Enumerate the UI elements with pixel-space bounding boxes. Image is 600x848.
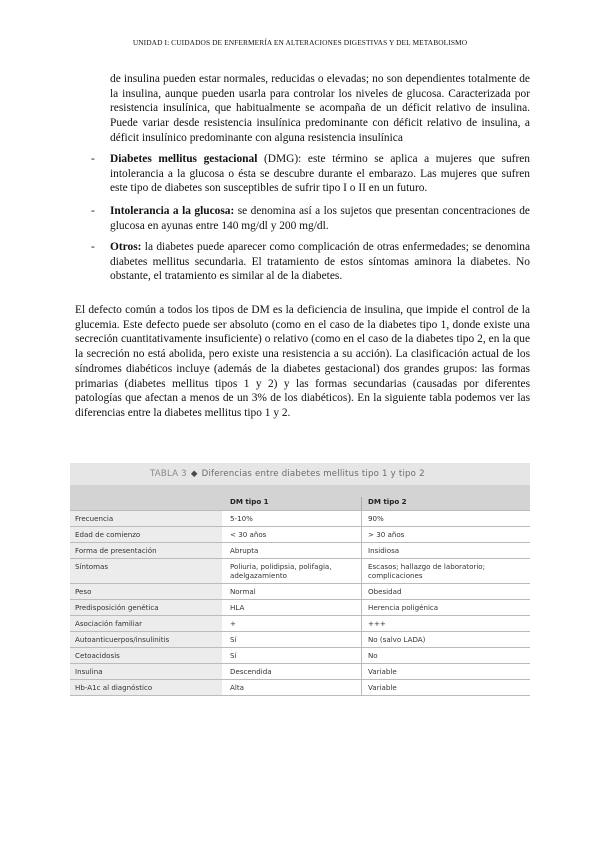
dm2-value: > 30 años — [368, 530, 405, 539]
row-label: Peso — [70, 584, 222, 599]
bullet-term: Intolerancia a la glucosa: — [110, 205, 235, 217]
header-dm2: DM tipo 2 — [368, 497, 407, 506]
diamond-icon: ◆ — [190, 469, 198, 479]
table-row — [70, 558, 530, 583]
bullet-text: se denomina así a los sujetos que presentan concentraciones de glucosa en ayunas entre 140 mg/dl y 200 mg/dl. — [110, 205, 530, 232]
row-label: Autoanticuerpos/insulinitis — [70, 632, 222, 647]
bullet-dash: - — [91, 205, 95, 217]
dm1-value: Descendida — [222, 664, 362, 679]
row-label: Asociación familiar — [70, 616, 222, 631]
bullet-text: la diabetes puede aparecer como complicación de otras enfermedades; se denomina diabetes mellitus secundaria. El tratamiento de estos síntomas aminora la diabetes. No obstante, el tratamiento es similar al de la diabetes. — [110, 241, 530, 283]
table-row — [70, 583, 530, 599]
table-row — [70, 599, 530, 615]
dm2-value: Obesidad — [368, 587, 402, 596]
dm1-value: 5-10% — [222, 511, 362, 526]
table-body — [70, 510, 530, 696]
header-dm1: DM tipo 1 — [222, 497, 362, 510]
table-row — [70, 542, 530, 558]
dm2-value: No — [368, 651, 378, 660]
dm1-value: < 30 años — [222, 527, 362, 542]
bullet-dash: - — [91, 153, 95, 165]
table-row — [70, 615, 530, 631]
table-caption: Diferencias entre diabetes mellitus tipo 1 y tipo 2 — [201, 469, 425, 479]
row-label: Cetoacidosis — [70, 648, 222, 663]
row-label: Edad de comienzo — [70, 527, 222, 542]
header-blank — [70, 506, 222, 510]
row-label: Insulina — [70, 664, 222, 679]
dm2-value: Variable — [368, 667, 397, 676]
table-row — [70, 647, 530, 663]
bullet-intolerancia — [91, 204, 530, 233]
table-header-row — [70, 485, 530, 510]
dm1-value: Sí — [222, 632, 362, 647]
table-label: TABLA 3 — [150, 469, 187, 479]
row-label: Frecuencia — [70, 511, 222, 526]
comparison-table — [70, 463, 530, 717]
dm1-value: Alta — [222, 680, 362, 695]
bullet-text: (DMG): este término se aplica a mujeres que sufren intolerancia a la glucosa o ésta se descubre durante el embarazo. Las mujeres que sufren este tipo de diabetes son susceptibles de sufrir tipo I o II en un futuro. — [110, 153, 530, 195]
intro-paragraph: de insulina pueden estar normales, reducidas o elevadas; no son dependientes totalmente de la insulina, aunque pueden usarla para controlar los niveles de glucosa. Caracterizada por resistencia insulínica, que habitualmente se acompaña de un déficit relativo de insulina. Puede variar desde resistencia insulínica predominante con déficit relativo de insulina, a déficit insulínico predominante con alguna resistencia insulínica — [110, 73, 530, 144]
dm1-value: Normal — [222, 584, 362, 599]
dm1-value: Poliuria, polidipsia, polifagia, adelgazamiento — [222, 559, 362, 583]
bullet-term: Diabetes mellitus gestacional — [110, 153, 258, 165]
bullet-otros — [91, 240, 530, 284]
bullet-term: Otros: — [110, 241, 142, 253]
bullet-gestacional — [91, 152, 530, 196]
dm2-value: No (salvo LADA) — [368, 635, 426, 644]
table-row — [70, 526, 530, 542]
dm2-value: 90% — [368, 514, 384, 523]
row-label: Forma de presentación — [70, 543, 222, 558]
dm1-value: + — [222, 616, 362, 631]
dm1-value: Sí — [222, 648, 362, 663]
dm1-value: Abrupta — [222, 543, 362, 558]
table-title — [70, 463, 530, 485]
dm2-value: Herencia poligénica — [368, 603, 439, 612]
table-row — [70, 510, 530, 526]
row-label: Síntomas — [70, 559, 222, 583]
table-row — [70, 663, 530, 679]
main-paragraph: El defecto común a todos los tipos de DM es la deficiencia de insulina, que impide el control de la glucemia. Este defecto puede ser absoluto (como en el caso de la diabetes tipo 1, donde existe una secreción cuantitativamente insuficiente) o relativo (como en el caso de la diabetes tipo 2, en la que la secreción no está abolida, pero existe una resistencia a su acción). La clasificación actual de los síndromes diabéticos incluye (además de la diabetes gestacional) dos grandes grupos: las formas primarias (diabetes mellitus tipos 1 y 2) y las formas secundarias (causadas por diferentes patologías que afectan a menos de un 3% de los diabéticos). En la siguiente tabla podemos ver las diferencias entre la diabetes mellitus tipo 1 y 2. — [75, 304, 530, 419]
row-label: Predisposición genética — [70, 600, 222, 615]
dm2-value: +++ — [368, 619, 386, 628]
table-row — [70, 679, 530, 696]
dm2-value: Insidiosa — [368, 546, 400, 555]
dm1-value: HLA — [222, 600, 362, 615]
bullet-dash: - — [91, 241, 95, 253]
page-header: UNIDAD I: CUIDADOS DE ENFERMERÍA EN ALTERACIONES DIGESTIVAS Y DEL METABOLISMO — [132, 38, 468, 47]
table-row — [70, 631, 530, 647]
row-label: Hb-A1c al diagnóstico — [70, 680, 222, 695]
dm2-value: Variable — [368, 683, 397, 692]
dm2-value: Escasos; hallazgo de laboratorio; complicaciones — [368, 562, 486, 580]
